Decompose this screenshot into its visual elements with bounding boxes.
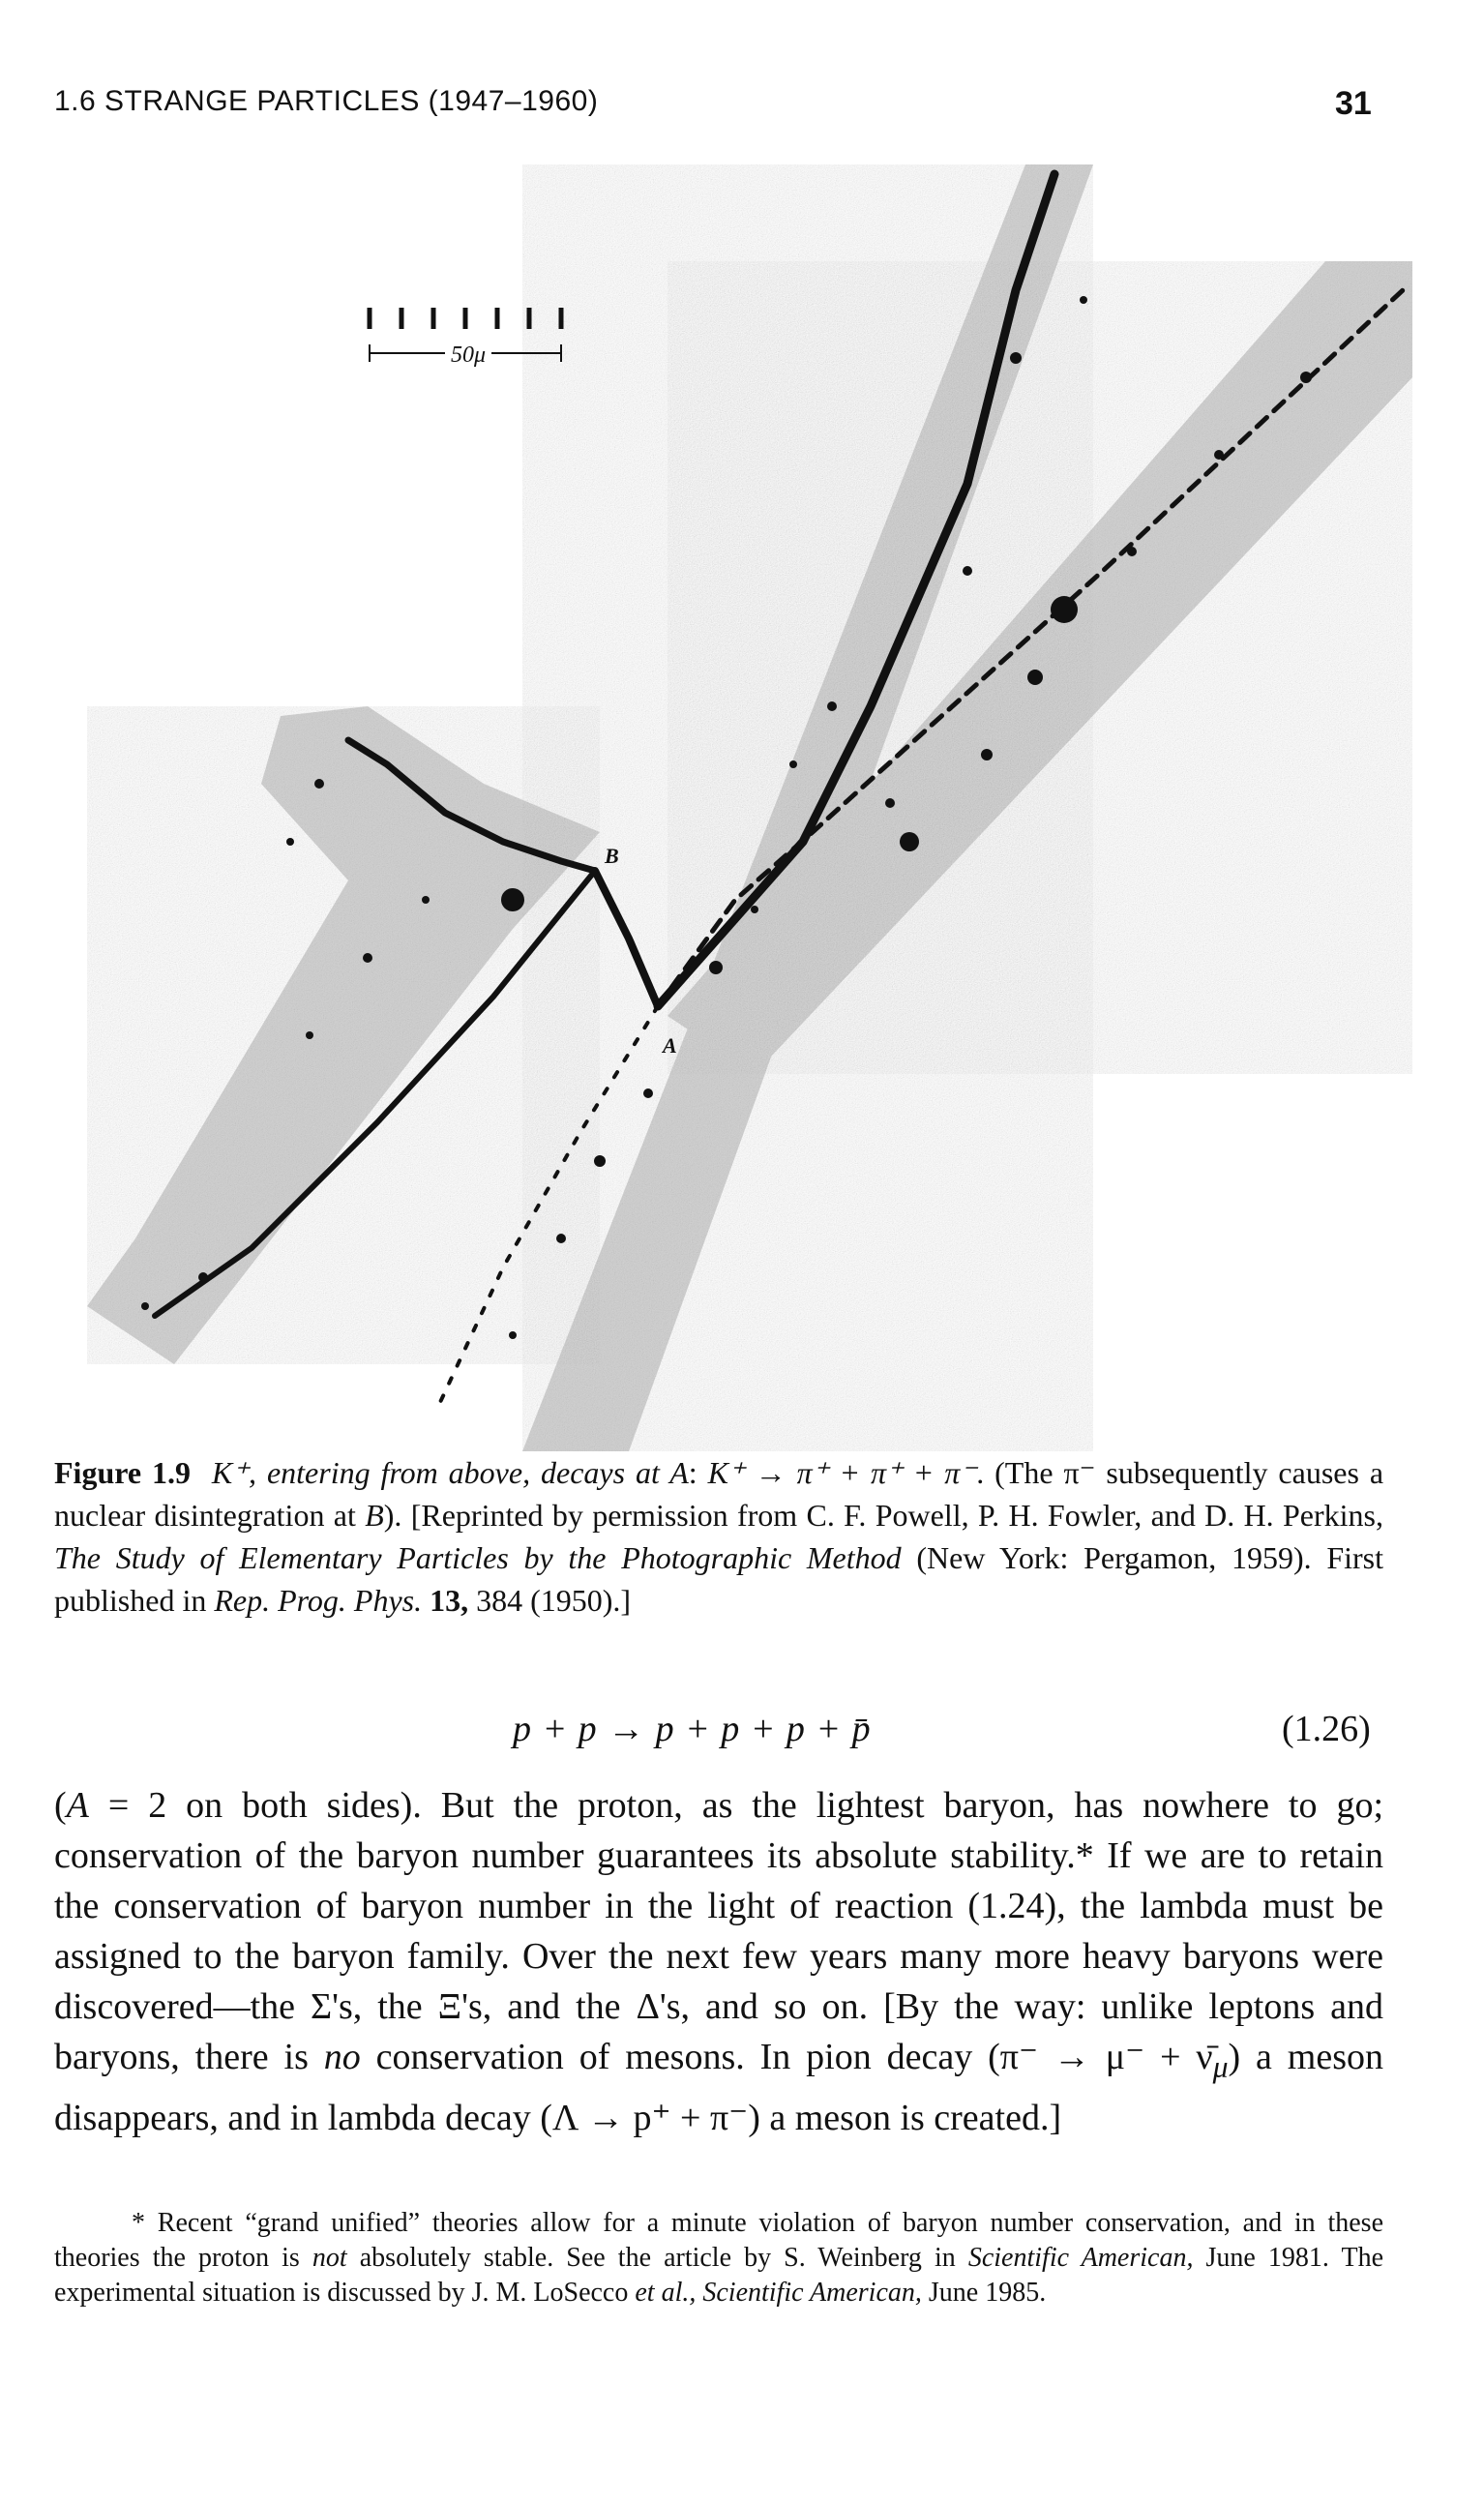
footnote-et-al: et al., bbox=[635, 2278, 697, 2308]
caption-reaction: K⁺ → π⁺ + π⁺ + π⁻ bbox=[707, 1455, 977, 1490]
footnote-f1: * Recent “grand unified” theories allow for a minute violation of baryon number conservation, and in these theories the proton is bbox=[54, 2208, 1383, 2273]
equation-number: (1.26) bbox=[1282, 1709, 1371, 1749]
figure-caption bbox=[54, 1451, 1383, 1622]
footnote-magazine-2: Scientific American, bbox=[702, 2278, 922, 2308]
footnote-f2: absolutely stable. See the article by S. Weinberg in bbox=[346, 2243, 968, 2273]
caption-text-3: . (The π⁻ subsequently causes a nuclear disintegration at bbox=[54, 1455, 1384, 1533]
page-number: 31 bbox=[1335, 85, 1372, 122]
body-paragraph bbox=[54, 1780, 1383, 2143]
footnote-f5: June 1985. bbox=[921, 2278, 1047, 2308]
body-s4: ) a meson disappears, and in lambda decay (Λ → p⁺ + π⁻) a meson is created.] bbox=[54, 2037, 1383, 2138]
caption-point-a: A bbox=[669, 1455, 689, 1490]
running-head: 1.6 STRANGE PARTICLES (1947–1960) bbox=[54, 85, 599, 117]
caption-text-1: K⁺, entering from above, decays at bbox=[211, 1455, 670, 1490]
body-s3: conservation of mesons. In pion decay (π⁻ → μ⁻ + ν̄ bbox=[360, 2037, 1213, 2077]
caption-text-6: 384 (1950).] bbox=[468, 1583, 632, 1618]
equation-body: p + p → p + p + p + p̄ bbox=[513, 1709, 872, 1749]
scale-bar-label: 50μ bbox=[450, 343, 487, 368]
body-s2: = 2 on both sides). But the proton, as the lightest baryon, has nowhere to go; conservation of the baryon number guarantees its absolute stability.* If we are to retain the conservation of baryon number in the light of reaction (1.24), the lambda must be assigned to the baryon family. Over the next few years many more heavy baryons were discovered—the Σ's, the Ξ's, and the Δ's, and so on. [By the way: unlike leptons and baryons, there is bbox=[54, 1785, 1383, 2077]
footnote-not-word: not bbox=[312, 2243, 347, 2273]
label-a: A bbox=[663, 1033, 677, 1058]
caption-volume: 13, bbox=[430, 1583, 469, 1618]
body-mu-subscript: μ bbox=[1212, 2049, 1229, 2084]
body-no-word: no bbox=[323, 2037, 361, 2077]
footnote-f3: June 1981. The experimental situation is discussed by J. M. LoSecco bbox=[54, 2243, 1384, 2308]
caption-book-title: The Study of Elementary Particles by the Photographic Method bbox=[54, 1540, 902, 1575]
pi-minus-track bbox=[595, 871, 658, 1006]
caption-text-5: (New York: Pergamon, 1959). First published in bbox=[54, 1540, 1384, 1618]
caption-text-2: : bbox=[688, 1455, 708, 1490]
footnote bbox=[54, 2206, 1383, 2310]
equation-1-26 bbox=[0, 1708, 1484, 1766]
label-b: B bbox=[605, 844, 619, 868]
body-a-symbol: A bbox=[66, 1785, 89, 1826]
footnote-magazine-1: Scientific American, bbox=[967, 2243, 1194, 2273]
caption-text-4: ). [Reprinted by permission from C. F. Powell, P. H. Fowler, and D. H. Perkins, bbox=[383, 1498, 1384, 1533]
caption-journal: Rep. Prog. Phys. bbox=[214, 1583, 423, 1618]
body-s1: ( bbox=[54, 1785, 67, 1826]
bubble-chamber-photograph bbox=[58, 164, 1432, 1451]
emulsion-texture bbox=[87, 164, 1412, 1451]
caption-point-b: B bbox=[365, 1498, 384, 1533]
figure-label: Figure 1.9 bbox=[54, 1455, 191, 1490]
